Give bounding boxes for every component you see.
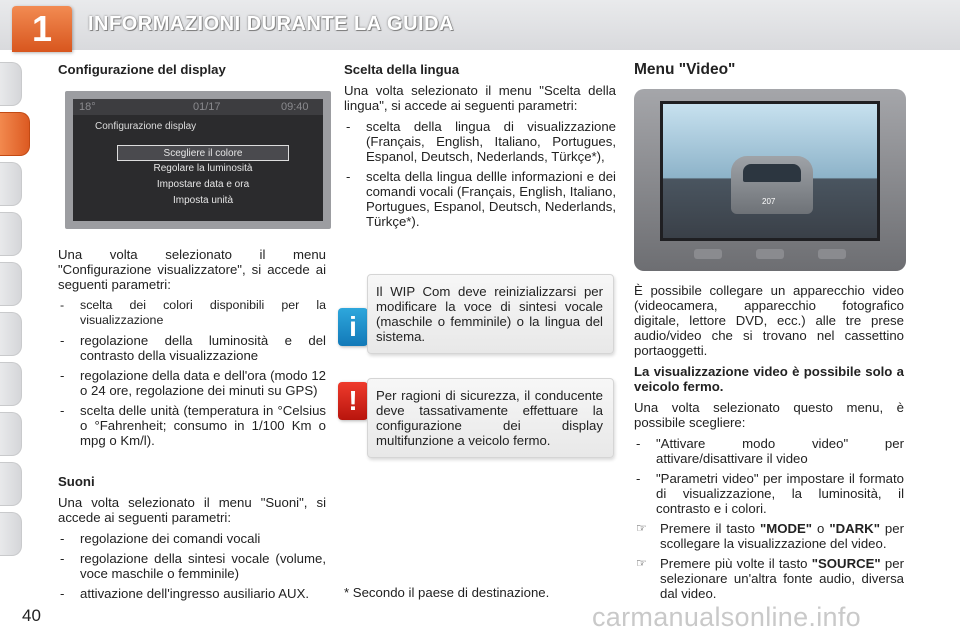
bold-note: La visualizzazione video è possibile solo a veicolo fermo.: [634, 364, 904, 394]
paragraph: Una volta selezionato il menu "Configurazione visualizzatore", si accede ai seguenti parametri:: [58, 247, 326, 292]
chapter-sidebar: [0, 50, 28, 580]
warning-note-box: Per ragioni di sicurezza, il conducente deve tassativamente effettuare la configurazione dei display multifunzione a veicolo fermo.: [367, 378, 614, 458]
list-item: - scelta delle unità (temperatura in °Celsius o °Fahrenheit; consumo in 1/100 Km o mpg o Km/l).: [60, 403, 326, 448]
paragraph: È possibile collegare un apparecchio video (videocamera, apparecchio fotografico digitale, lettore DVD, ecc.) alle tre prese audio/video che si trovano nel cassettino portaoggetti.: [634, 283, 904, 358]
list-item: - "Parametri video" per impostare il formato di visualizzazione, la luminosità, il contrasto e i colori.: [636, 471, 904, 516]
screen-time: 09:40: [281, 101, 309, 113]
panel-button[interactable]: [756, 249, 784, 259]
sidebar-tab[interactable]: [0, 62, 22, 106]
video-options-list: [634, 436, 904, 516]
list-item: - regolazione della sintesi vocale (volume, voce maschile o femminile): [60, 551, 326, 581]
chapter-number-tab: 1: [12, 6, 72, 52]
display-screen-image: [65, 91, 331, 229]
page-title: INFORMAZIONI DURANTE LA GUIDA: [88, 13, 454, 35]
list-item: - regolazione dei comandi vocali: [60, 531, 261, 546]
list-item: - "Attivare modo video" per attivare/disattivare il video: [636, 436, 904, 466]
list-item: - attivazione dell'ingresso ausiliario AUX.: [60, 586, 310, 601]
column-display-config: [58, 62, 326, 606]
screen-menu-item: Regolare la luminosità: [153, 163, 253, 174]
video-display: [660, 101, 880, 241]
section-heading-language: Scelta della lingua: [344, 62, 460, 77]
panel-button[interactable]: [694, 249, 722, 259]
sidebar-tab[interactable]: [0, 212, 22, 256]
list-item: - scelta della lingua di visualizzazione (Français, English, Italiano, Portugues, Espanol, Deutsch, Nederlands, Türkçe*),: [346, 119, 616, 164]
video-screen-image: [634, 89, 906, 271]
screen-menu-title: Configurazione display: [95, 121, 197, 132]
screen-date: 01/17: [193, 101, 221, 113]
car-windshield: [743, 164, 801, 182]
pointing-hand-icon: ☞: [636, 556, 647, 570]
parameter-list: [58, 298, 326, 448]
watermark: carmanualsonline.info: [592, 602, 861, 632]
list-item: - scelta dei colori disponibili per la visualizzazione: [60, 298, 326, 327]
sidebar-tab[interactable]: [0, 462, 22, 506]
footnote: * Secondo il paese di destinazione.: [344, 585, 550, 600]
header-bar: [0, 0, 960, 50]
screen-temperature: 18°: [79, 101, 96, 113]
section-heading-video: Menu "Video": [634, 61, 736, 78]
paragraph: Una volta selezionato il menu "Scelta della lingua", si accede ai seguenti parametri:: [344, 83, 616, 113]
screen-menu: [117, 145, 289, 209]
language-list: [344, 119, 616, 229]
panel-button[interactable]: [818, 249, 846, 259]
warning-icon: !: [338, 382, 368, 420]
info-note-box: Il WIP Com deve reinizializzarsi per modificare la voce di sintesi vocale (maschile o femminile) o la lingua del sistema.: [367, 274, 614, 354]
sidebar-tab[interactable]: [0, 362, 22, 406]
car-image: [731, 156, 813, 214]
info-icon: i: [338, 308, 368, 346]
screen-menu-item: Impostare data e ora: [156, 179, 250, 190]
car-badge: 207: [762, 197, 776, 206]
list-item: - regolazione della luminosità e del contrasto della visualizzazione: [60, 333, 326, 363]
section-heading-display: Configurazione del display: [58, 62, 226, 77]
screen-status-bar: [73, 99, 323, 115]
paragraph: Una volta selezionato questo menu, è possibile scegliere:: [634, 400, 904, 430]
screen-menu-item: Scegliere il colore: [117, 145, 289, 161]
paragraph: Una volta selezionato il menu "Suoni", si accede ai seguenti parametri:: [58, 495, 326, 525]
sidebar-tab[interactable]: [0, 312, 22, 356]
sidebar-tab[interactable]: [0, 262, 22, 306]
page-number: 40: [22, 606, 41, 625]
screen-menu-item: Imposta unità: [172, 195, 234, 206]
sidebar-tab[interactable]: [0, 412, 22, 456]
sidebar-tab[interactable]: [0, 162, 22, 206]
action-item: ☞ Premere più volte il tasto "SOURCE" per selezionare un'altra fonte audio, diversa dal video.: [636, 556, 904, 601]
action-item: ☞ Premere il tasto "MODE" o "DARK" per scollegare la visualizzazione del video.: [636, 521, 904, 551]
pointing-hand-icon: ☞: [636, 521, 647, 535]
column-language: [344, 62, 616, 234]
sidebar-tab[interactable]: [0, 512, 22, 556]
section-heading-sound: Suoni: [58, 474, 95, 489]
sound-list: [58, 531, 326, 601]
list-item: - regolazione della data e dell'ora (modo 12 o 24 ore, regolazione dei minuti su GPS): [60, 368, 326, 398]
list-item: - scelta della lingua dellle informazioni e dei comandi vocali (Français, English, Italiano, Portugues, Espanol, Deutsch, Nederlands, Türkçe*).: [346, 169, 616, 229]
column-video: [634, 62, 904, 606]
sidebar-tab-active[interactable]: [0, 112, 30, 156]
